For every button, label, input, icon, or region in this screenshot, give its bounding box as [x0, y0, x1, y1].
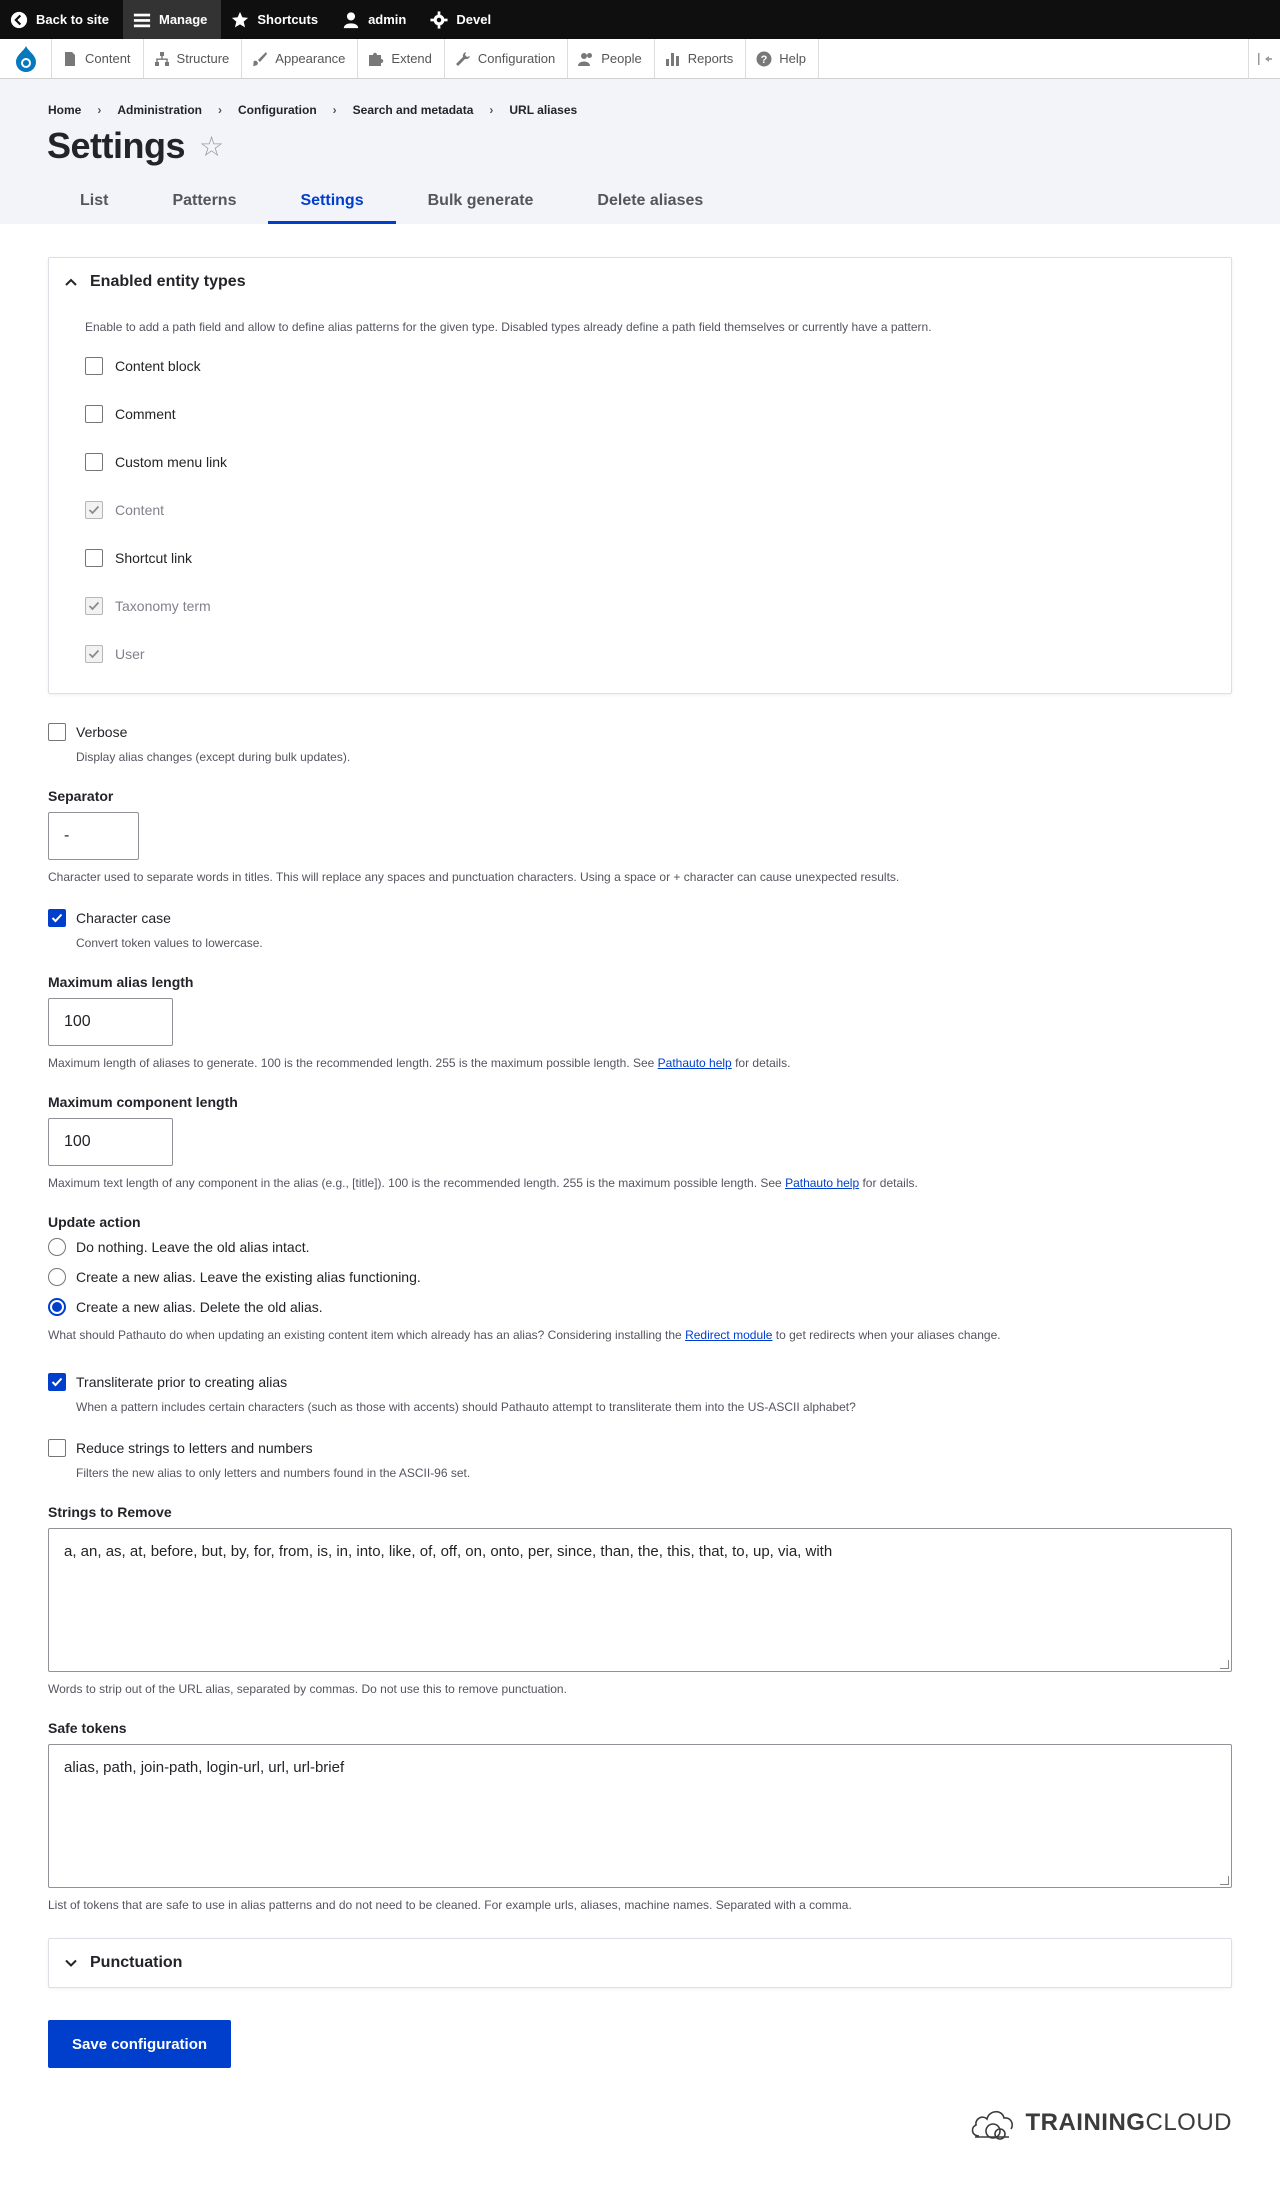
breadcrumb-separator: ›	[218, 103, 223, 117]
tab-delete-aliases[interactable]: Delete aliases	[597, 192, 704, 209]
user-label: admin	[368, 12, 407, 27]
people-icon	[578, 51, 594, 67]
reduce-ascii-checkbox[interactable]	[48, 1439, 66, 1457]
character-case-label: Character case	[76, 910, 171, 926]
safe-tokens-textarea[interactable]: alias, path, join-path, login-url, url, url-brief	[48, 1744, 1232, 1888]
reduce-ascii-label: Reduce strings to letters and numbers	[76, 1440, 313, 1456]
svg-text:?: ?	[760, 53, 768, 66]
update-action-option[interactable]	[48, 1292, 1232, 1322]
safe-tokens-field	[48, 1720, 1232, 1914]
logo-text-bold: TRAINING	[1025, 2109, 1146, 2136]
shortcuts-tab[interactable]	[221, 0, 332, 39]
entity-type-row	[85, 630, 1196, 678]
update-action-option-label: Create a new alias. Delete the old alias.	[76, 1299, 323, 1315]
update-action-option-label: Do nothing. Leave the old alias intact.	[76, 1239, 310, 1255]
breadcrumb-configuration[interactable]: Configuration	[238, 103, 317, 117]
separator-label: Separator	[48, 788, 114, 804]
entity-type-label: Content block	[115, 358, 201, 374]
chevron-down-icon	[64, 1956, 78, 1970]
menu-appearance-label: Appearance	[275, 51, 346, 66]
separator-field	[48, 788, 1232, 886]
breadcrumb-home[interactable]: Home	[48, 103, 82, 117]
update-action-radio[interactable]	[48, 1268, 66, 1286]
enabled-entity-types-body	[49, 306, 1231, 693]
strings-to-remove-textarea[interactable]: a, an, as, at, before, but, by, for, from, is, in, into, like, of, off, on, onto, per, since, than, the, this, that, to, up, via, with	[48, 1528, 1232, 1672]
enabled-entity-types-title: Enabled entity types	[90, 273, 246, 290]
update-action-description	[48, 1326, 1232, 1344]
transliterate-checkbox[interactable]	[48, 1373, 66, 1391]
pathauto-help-link[interactable]: Pathauto help	[657, 1056, 732, 1070]
entity-type-label: Custom menu link	[115, 454, 228, 470]
transliterate-description: When a pattern includes certain characters (such as those with accents) should Pathauto attempt to transliterate them into the US-ASCII alphabet?	[76, 1400, 856, 1414]
punctuation-summary[interactable]	[49, 1939, 1231, 1987]
update-action-radio-selected[interactable]	[48, 1298, 66, 1316]
max-alias-length-desc-text: Maximum length of aliases to generate. 100 is the recommended length. 255 is the maximum possible length. See	[48, 1056, 658, 1070]
update-action-desc-tail: to get redirects when your aliases change.	[772, 1328, 1001, 1342]
update-action-radio[interactable]	[48, 1238, 66, 1256]
entity-type-label: Content	[115, 502, 165, 518]
add-shortcut-star-icon[interactable]: ☆	[199, 130, 224, 162]
entity-type-label: Taxonomy term	[115, 598, 211, 614]
entity-type-label: Comment	[115, 406, 176, 422]
menu-structure-label: Structure	[176, 51, 230, 66]
admin-menu-tray	[0, 39, 1280, 79]
breadcrumb-separator: ›	[97, 103, 102, 117]
entity-type-row	[85, 486, 1196, 534]
transliterate-label: Transliterate prior to creating alias	[76, 1374, 288, 1390]
enabled-entity-types-details	[48, 257, 1232, 694]
strings-to-remove-description: Words to strip out of the URL alias, separated by commas. Do not use this to remove punctuation.	[48, 1682, 567, 1696]
entity-type-checkbox[interactable]	[85, 357, 103, 375]
menu-help-label: Help	[779, 51, 806, 66]
safe-tokens-description: List of tokens that are safe to use in alias patterns and do not need to be cleaned. For example urls, aliases, machine names. Separated with a comma.	[48, 1898, 852, 1912]
save-configuration-button[interactable]: Save configuration	[48, 2020, 231, 2068]
tab-patterns[interactable]: Patterns	[172, 192, 237, 209]
update-action-label: Update action	[48, 1214, 141, 1230]
menu-content-label: Content	[85, 51, 131, 66]
manage-tab[interactable]	[123, 0, 221, 39]
verbose-label: Verbose	[76, 724, 128, 740]
menu-people[interactable]	[568, 39, 654, 78]
update-action-field	[48, 1214, 1232, 1344]
strings-to-remove-label: Strings to Remove	[48, 1504, 172, 1520]
wrench-icon	[455, 51, 471, 67]
star-icon	[231, 11, 249, 29]
chevron-up-icon	[64, 275, 78, 289]
entity-type-row[interactable]	[85, 534, 1196, 582]
page-title	[47, 125, 224, 167]
menu-structure[interactable]	[144, 39, 243, 78]
shortcuts-label: Shortcuts	[257, 12, 319, 27]
update-action-option[interactable]	[48, 1262, 1232, 1292]
max-component-length-description	[48, 1174, 1232, 1192]
entity-type-checkbox[interactable]	[85, 549, 103, 567]
enabled-entity-types-description: Enable to add a path field and allow to define alias patterns for the given type. Disabled types already define a path field themselves or currently have a pattern.	[85, 320, 932, 334]
tab-settings[interactable]: Settings	[268, 178, 395, 224]
verbose-checkbox[interactable]	[48, 723, 66, 741]
menu-configuration[interactable]	[445, 39, 568, 78]
breadcrumb-url-aliases[interactable]: URL aliases	[509, 103, 578, 117]
verbose-field	[48, 722, 1232, 766]
update-action-option-label: Create a new alias. Leave the existing alias functioning.	[76, 1269, 421, 1285]
entity-type-row[interactable]	[85, 390, 1196, 438]
menu-configuration-label: Configuration	[477, 51, 556, 66]
character-case-field	[48, 908, 1232, 952]
redirect-module-link[interactable]: Redirect module	[685, 1328, 773, 1342]
gear-icon	[430, 11, 448, 29]
help-icon	[756, 51, 772, 67]
reduce-ascii-field	[48, 1438, 1232, 1482]
entity-type-label: User	[115, 646, 145, 662]
checkmark-icon	[51, 1376, 63, 1388]
entity-type-checkbox	[85, 645, 103, 663]
entity-type-label: Shortcut link	[115, 550, 193, 566]
max-component-length-desc-tail: for details.	[859, 1176, 918, 1190]
punctuation-details	[48, 1938, 1232, 1988]
back-to-site-link[interactable]	[0, 0, 123, 39]
checkmark-icon	[88, 648, 100, 660]
entity-type-row	[85, 582, 1196, 630]
back-arrow-icon	[10, 11, 28, 29]
breadcrumb	[48, 103, 577, 117]
breadcrumb-search-metadata[interactable]: Search and metadata	[352, 103, 474, 117]
breadcrumb-administration[interactable]: Administration	[117, 103, 203, 117]
paintbrush-icon	[252, 51, 268, 67]
entity-type-row[interactable]	[85, 342, 1196, 390]
back-to-site-label: Back to site	[36, 12, 109, 27]
menu-appearance[interactable]	[242, 39, 358, 78]
menu-extend-label: Extend	[391, 51, 432, 66]
separator-description: Character used to separate words in titles. This will replace any spaces and punctuation characters. Using a space or + character can cause unexpected results.	[48, 870, 900, 884]
max-alias-length-field	[48, 974, 1232, 1072]
checkmark-icon	[88, 600, 100, 612]
document-icon	[62, 51, 78, 67]
safe-tokens-label: Safe tokens	[48, 1720, 127, 1736]
entity-type-checkbox	[85, 501, 103, 519]
trainingcloud-logo	[969, 2104, 1232, 2142]
separator-input[interactable]: -	[48, 812, 139, 860]
tab-list[interactable]: List	[80, 192, 109, 209]
admin-toolbar	[0, 0, 1280, 39]
update-action-option[interactable]	[48, 1232, 1232, 1262]
menu-reports[interactable]	[655, 39, 747, 78]
checkmark-icon	[51, 912, 63, 924]
menu-extend[interactable]	[358, 39, 444, 78]
max-alias-length-input[interactable]: 100	[48, 998, 173, 1046]
menu-reports-label: Reports	[687, 51, 734, 66]
menu-content[interactable]	[52, 39, 144, 78]
max-alias-length-description	[48, 1054, 1232, 1072]
entity-type-checkbox	[85, 597, 103, 615]
devel-tab[interactable]	[420, 0, 505, 39]
checkmark-icon	[88, 504, 100, 516]
settings-form	[48, 257, 1232, 2068]
user-icon	[342, 11, 360, 29]
max-component-length-desc-text: Maximum text length of any component in the alias (e.g., [title]). 100 is the recommended length. 255 is the maximum possible length. See	[48, 1176, 786, 1190]
puzzle-icon	[368, 51, 384, 67]
breadcrumb-separator: ›	[332, 103, 337, 117]
bar-chart-icon	[665, 51, 681, 67]
max-alias-length-label: Maximum alias length	[48, 974, 194, 990]
max-component-length-field	[48, 1094, 1232, 1192]
entity-type-list	[85, 342, 1196, 678]
page-header	[0, 79, 1280, 224]
manage-label: Manage	[158, 12, 208, 27]
devel-label: Devel	[456, 12, 492, 27]
user-tab[interactable]	[332, 0, 420, 39]
enabled-entity-types-summary[interactable]	[49, 258, 1231, 306]
character-case-checkbox[interactable]	[48, 909, 66, 927]
menu-people-label: People	[601, 51, 642, 66]
page-title-text: Settings	[47, 125, 186, 166]
collapse-icon	[1257, 52, 1273, 66]
drupal-logo[interactable]	[0, 39, 52, 78]
entity-type-row[interactable]	[85, 438, 1196, 486]
menu-help[interactable]	[746, 39, 819, 78]
punctuation-title: Punctuation	[90, 1954, 183, 1971]
verbose-description: Display alias changes (except during bulk updates).	[76, 750, 351, 764]
entity-type-checkbox[interactable]	[85, 453, 103, 471]
transliterate-field	[48, 1372, 1232, 1416]
entity-type-checkbox[interactable]	[85, 405, 103, 423]
structure-icon	[154, 51, 170, 67]
breadcrumb-separator: ›	[489, 103, 494, 117]
max-alias-length-desc-tail: for details.	[731, 1056, 791, 1070]
cloud-logo-icon	[969, 2104, 1015, 2142]
tab-bulk-generate[interactable]: Bulk generate	[427, 192, 534, 209]
hamburger-icon	[133, 11, 151, 29]
max-component-length-input[interactable]: 100	[48, 1118, 173, 1166]
strings-to-remove-field	[48, 1504, 1232, 1698]
pathauto-help-link[interactable]: Pathauto help	[785, 1176, 860, 1190]
collapse-tray-button[interactable]	[1248, 39, 1280, 79]
update-action-desc-text: What should Pathauto do when updating an existing content item which already has an alias? Considering installing the	[48, 1328, 686, 1342]
max-component-length-label: Maximum component length	[48, 1094, 238, 1110]
tabs	[48, 178, 735, 224]
logo-text-regular: CLOUD	[1145, 2109, 1232, 2136]
character-case-description: Convert token values to lowercase.	[76, 936, 263, 950]
drupal-drop-icon	[14, 45, 38, 73]
reduce-ascii-description: Filters the new alias to only letters and numbers found in the ASCII-96 set.	[76, 1466, 471, 1480]
